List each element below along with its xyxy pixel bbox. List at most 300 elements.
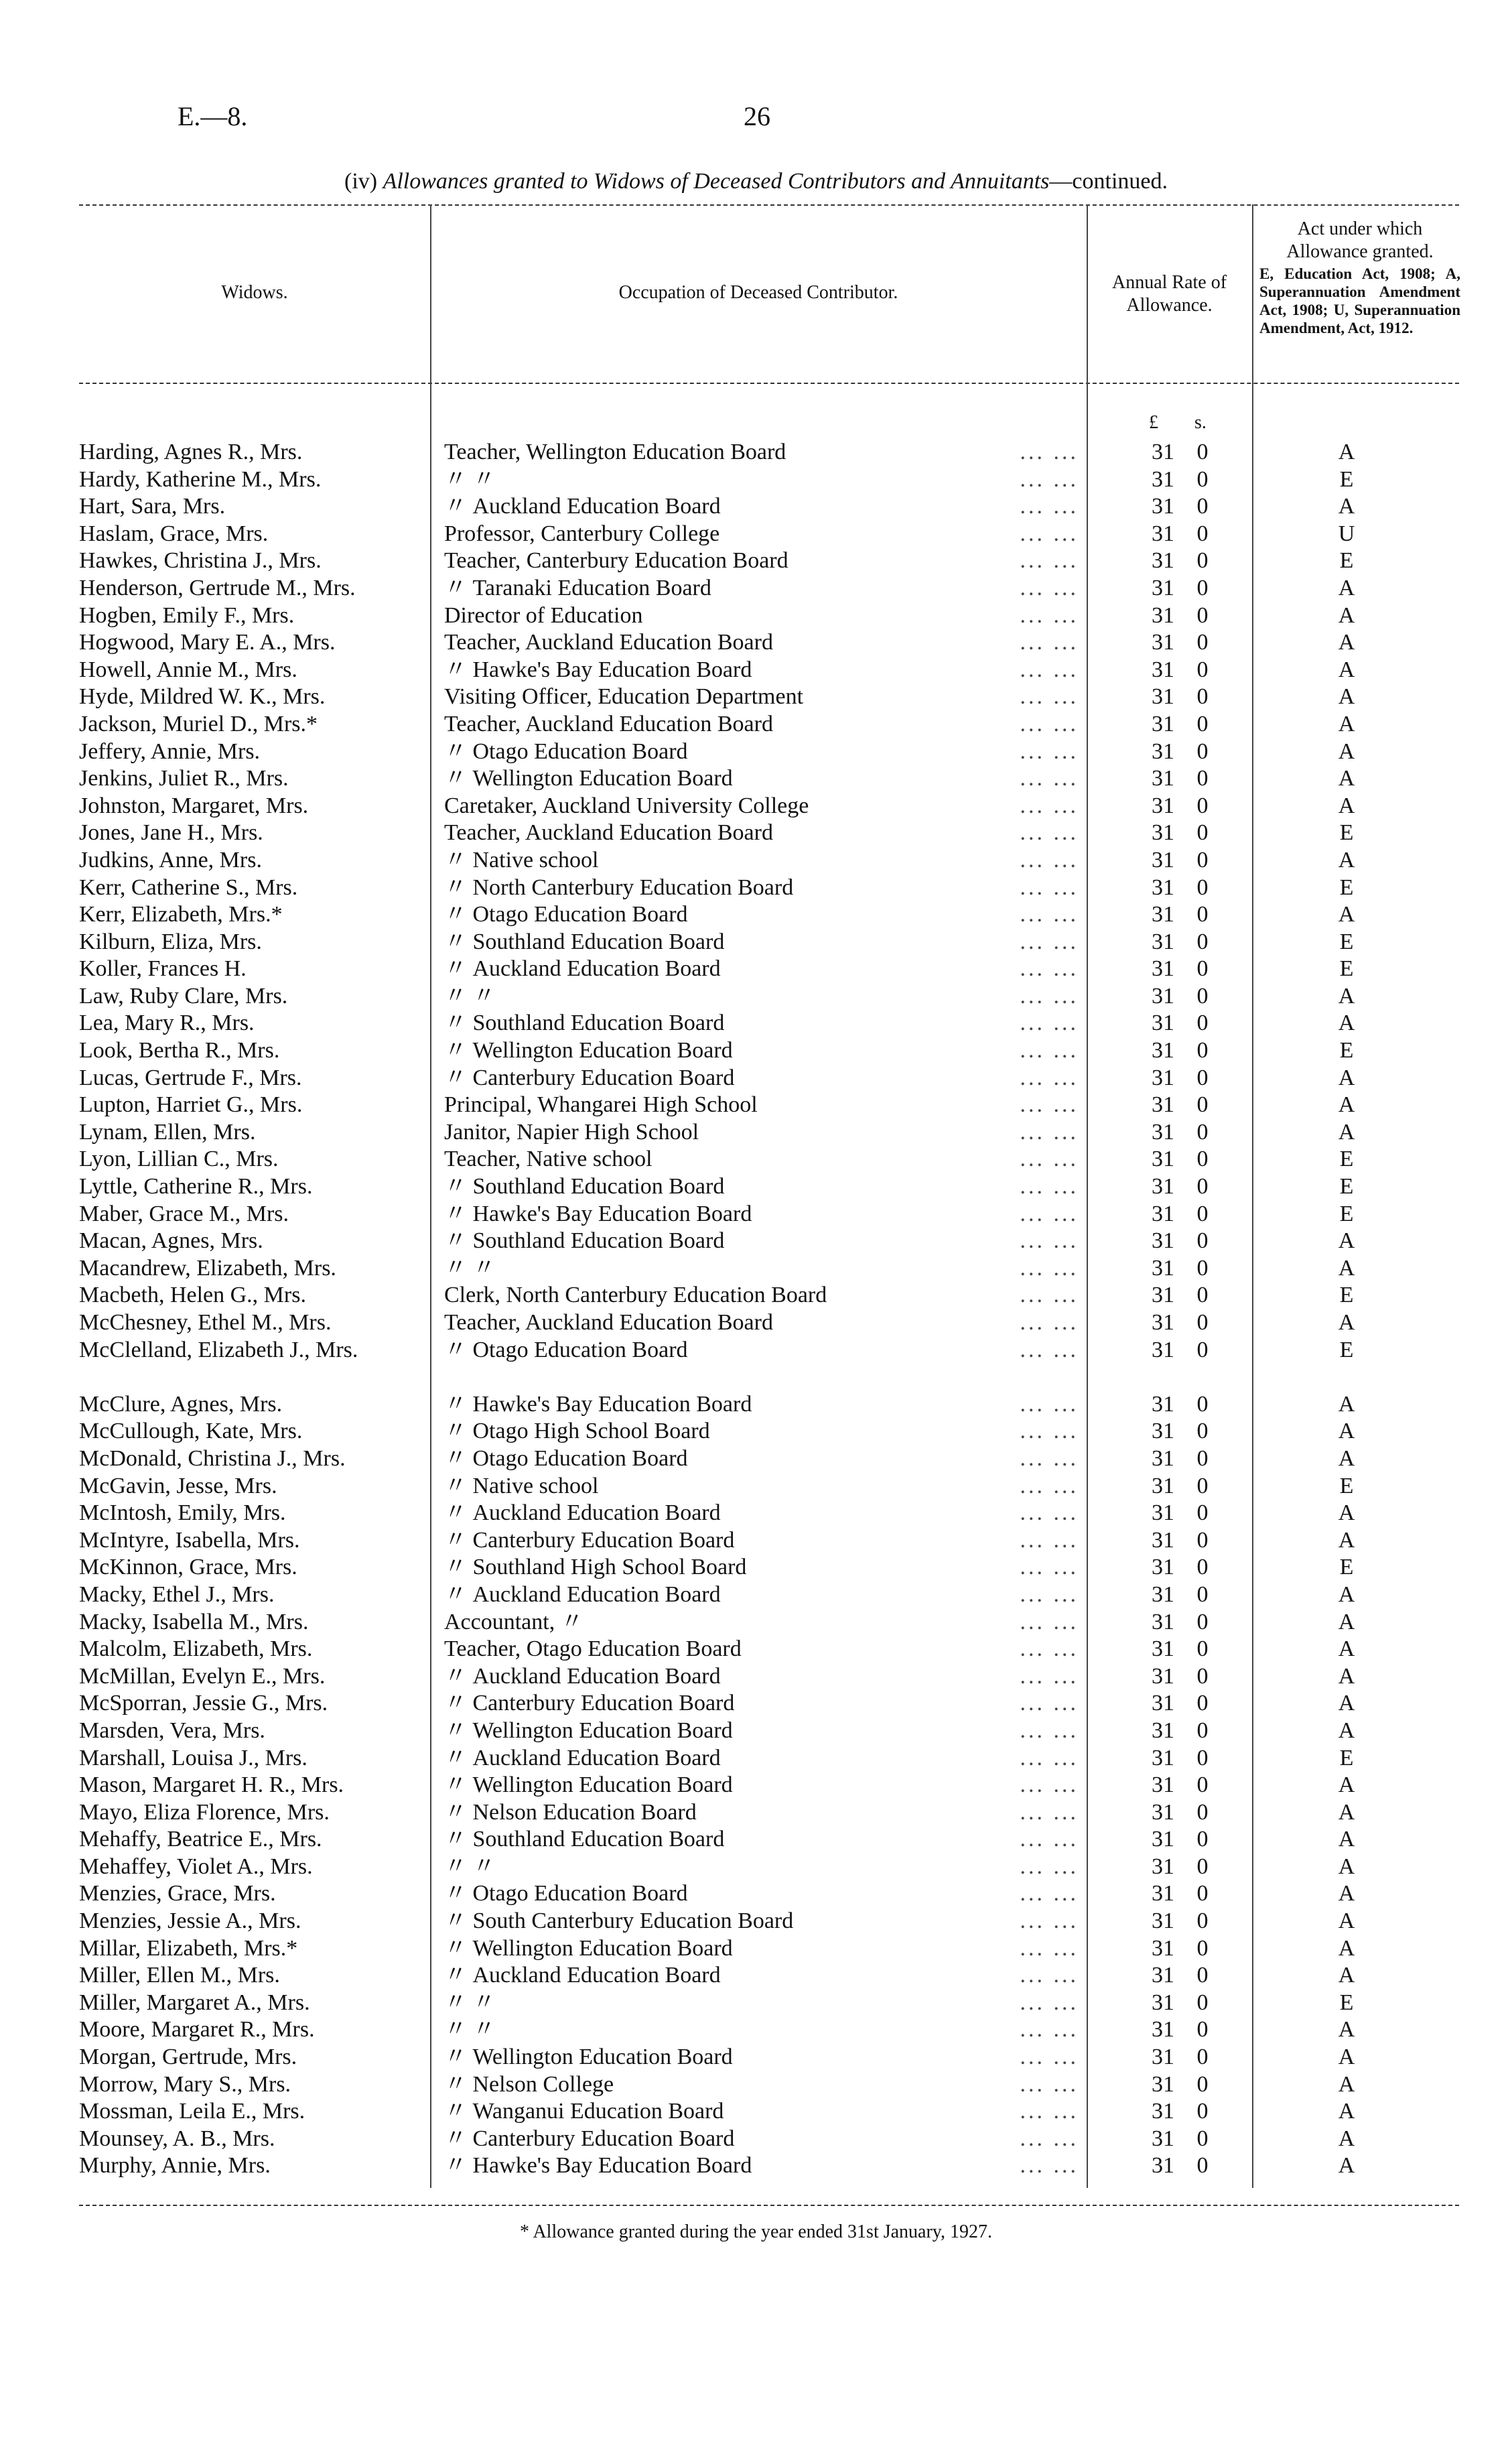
table-row (0, 1962, 1512, 1990)
dot-leader: ... ... (1020, 1854, 1079, 1879)
act-code: A (1338, 1691, 1355, 1716)
dot-leader: ... ... (1020, 1473, 1079, 1498)
table-row (0, 657, 1512, 684)
widow-name: Morgan, Gertrude, Mrs. (79, 2045, 297, 2070)
rate-pounds: 31 (1152, 2153, 1174, 2179)
rate-pounds: 31 (1152, 1011, 1174, 1036)
table-row (0, 1173, 1512, 1201)
act-code: A (1338, 738, 1355, 764)
rate-pounds: 31 (1152, 1908, 1174, 1934)
dot-leader: ... ... (1020, 466, 1079, 492)
rate-shillings: 0 (1196, 684, 1209, 710)
act-legend: E, Education Act, 1908; A, Superannuation Amendment Act, 1908; U, Superannuation Amendment, Act, 1912. (1259, 265, 1460, 336)
occupation: 〃 Hawke's Bay Education Board (444, 1201, 752, 1226)
occupation: 〃 Southland Education Board (444, 1174, 725, 1200)
widow-name: McCullough, Kate, Mrs. (79, 1419, 303, 1444)
rate-pounds: 31 (1152, 1718, 1174, 1743)
widow-name: Hyde, Mildred W. K., Mrs. (79, 684, 326, 710)
table-row (0, 1554, 1512, 1581)
occupation: 〃 Otago High School Board (444, 1419, 710, 1444)
rate-pounds: 31 (1152, 793, 1174, 818)
table-row (0, 1636, 1512, 1663)
widow-name: McDonald, Christina J., Mrs. (79, 1445, 346, 1471)
table-row (0, 1010, 1512, 1037)
widow-name: Marshall, Louisa J., Mrs. (79, 1745, 307, 1770)
act-code: A (1338, 575, 1355, 600)
rate-pounds: 31 (1152, 738, 1174, 764)
act-code: E (1339, 1745, 1354, 1770)
dot-leader: ... ... (1020, 440, 1079, 464)
widow-name: McClelland, Elizabeth J., Mrs. (79, 1337, 358, 1362)
table-row (0, 629, 1512, 657)
table-row (0, 575, 1512, 602)
rate-shillings: 0 (1196, 1772, 1209, 1798)
occupation: 〃 Auckland Education Board (444, 956, 721, 982)
occupation: Teacher, Canterbury Education Board (444, 548, 788, 574)
rate-shillings: 0 (1196, 1990, 1209, 2015)
rate-pounds: 31 (1152, 820, 1174, 846)
table-row (0, 1146, 1512, 1173)
widow-name: Kerr, Catherine S., Mrs. (79, 874, 298, 900)
rate-pounds: 31 (1152, 2126, 1174, 2151)
widow-name: Mehaffey, Violet A., Mrs. (79, 1854, 313, 1879)
rate-shillings: 0 (1196, 874, 1209, 900)
dot-leader: ... ... (1020, 1119, 1079, 1145)
dot-leader: ... ... (1020, 1527, 1079, 1553)
act-code: A (1338, 1255, 1355, 1281)
rate-shillings: 0 (1196, 1011, 1209, 1036)
widow-name: Harding, Agnes R., Mrs. (79, 440, 303, 464)
occupation: Teacher, Wellington Education Board (444, 440, 786, 464)
unit-pounds: £ (1149, 412, 1158, 433)
occupation: 〃 〃 (444, 983, 496, 1009)
table-row (0, 1935, 1512, 1963)
dot-leader: ... ... (1020, 793, 1079, 818)
dot-leader: ... ... (1020, 2045, 1079, 2070)
act-code: A (1338, 2099, 1355, 2124)
table-row (0, 847, 1512, 874)
occupation: Teacher, Auckland Education Board (444, 630, 773, 655)
dot-leader: ... ... (1020, 1745, 1079, 1770)
act-code: A (1338, 1391, 1355, 1417)
dot-leader: ... ... (1020, 1799, 1079, 1825)
dot-leader: ... ... (1020, 738, 1079, 764)
occupation: Visiting Officer, Education Department (444, 684, 804, 710)
widow-name: Haslam, Grace, Mrs. (79, 521, 269, 546)
table-row (0, 1990, 1512, 2017)
act-code: A (1338, 2153, 1355, 2179)
occupation: 〃 South Canterbury Education Board (444, 1908, 794, 1934)
act-code: A (1338, 983, 1355, 1009)
dot-leader: ... ... (1020, 1772, 1079, 1798)
occupation: 〃 Auckland Education Board (444, 1745, 721, 1770)
dot-leader: ... ... (1020, 1881, 1079, 1906)
rate-shillings: 0 (1196, 1228, 1209, 1254)
occupation: 〃 Hawke's Bay Education Board (444, 2153, 752, 2179)
widow-name: Lupton, Harriet G., Mrs. (79, 1092, 303, 1118)
dot-leader: ... ... (1020, 2153, 1079, 2179)
table-row (0, 2071, 1512, 2099)
rate-pounds: 31 (1152, 2017, 1174, 2043)
title-prefix: (iv) (344, 169, 383, 194)
dot-leader: ... ... (1020, 1174, 1079, 1200)
act-code: A (1338, 1881, 1355, 1906)
rate-shillings: 0 (1196, 1581, 1209, 1607)
occupation: 〃 Hawke's Bay Education Board (444, 1391, 752, 1417)
table-row (0, 2044, 1512, 2071)
widow-name: Malcolm, Elizabeth, Mrs. (79, 1636, 313, 1662)
rate-pounds: 31 (1152, 1283, 1174, 1308)
rate-pounds: 31 (1152, 847, 1174, 872)
act-code: A (1338, 1827, 1355, 1852)
table-row (0, 466, 1512, 494)
occupation: Professor, Canterbury College (444, 521, 720, 546)
widow-name: Judkins, Anne, Mrs. (79, 847, 262, 872)
table-row (0, 1337, 1512, 1391)
unit-shillings: s. (1194, 412, 1207, 433)
rate-pounds: 31 (1152, 1772, 1174, 1798)
act-code: A (1338, 1011, 1355, 1036)
occupation: 〃 Wanganui Education Board (444, 2099, 724, 2124)
rate-pounds: 31 (1152, 630, 1174, 655)
occupation: 〃 Hawke's Bay Education Board (444, 657, 752, 682)
act-code: A (1338, 902, 1355, 927)
rate-shillings: 0 (1196, 1854, 1209, 1879)
dot-leader: ... ... (1020, 1908, 1079, 1934)
rate-shillings: 0 (1196, 847, 1209, 872)
table-row (0, 1201, 1512, 1228)
rate-pounds: 31 (1152, 2045, 1174, 2070)
occupation: 〃 Canterbury Education Board (444, 1527, 735, 1553)
widow-name: Morrow, Mary S., Mrs. (79, 2071, 291, 2097)
dot-leader: ... ... (1020, 1065, 1079, 1090)
act-code: A (1338, 1799, 1355, 1825)
widow-name: Maber, Grace M., Mrs. (79, 1201, 289, 1226)
rate-shillings: 0 (1196, 494, 1209, 519)
rate-pounds: 31 (1152, 1963, 1174, 1988)
act-code: A (1338, 2126, 1355, 2151)
table-row (0, 1228, 1512, 1255)
widow-name: Macandrew, Elizabeth, Mrs. (79, 1255, 336, 1281)
dot-leader: ... ... (1020, 874, 1079, 900)
dot-leader: ... ... (1020, 494, 1079, 519)
rate-pounds: 31 (1152, 1636, 1174, 1662)
dot-leader: ... ... (1020, 1391, 1079, 1417)
occupation: 〃 Auckland Education Board (444, 1581, 721, 1607)
rate-shillings: 0 (1196, 1745, 1209, 1770)
occupation: 〃 Auckland Education Board (444, 1963, 721, 1988)
act-code: E (1339, 1147, 1354, 1172)
rate-pounds: 31 (1152, 1419, 1174, 1444)
rate-shillings: 0 (1196, 1881, 1209, 1906)
rate-pounds: 31 (1152, 711, 1174, 736)
occupation: 〃 Auckland Education Board (444, 494, 721, 519)
widow-name: Menzies, Jessie A., Mrs. (79, 1908, 301, 1934)
rate-shillings: 0 (1196, 1065, 1209, 1090)
act-code: E (1339, 929, 1354, 954)
rate-shillings: 0 (1196, 1255, 1209, 1281)
rate-shillings: 0 (1196, 1174, 1209, 1200)
occupation: 〃 Canterbury Education Board (444, 1691, 735, 1716)
table-row (0, 1772, 1512, 1799)
table-row (0, 1908, 1512, 1935)
table-row (0, 711, 1512, 738)
widow-name: Moore, Margaret R., Mrs. (79, 2017, 315, 2043)
act-code: A (1338, 1310, 1355, 1335)
dot-leader: ... ... (1020, 766, 1079, 791)
table-row (0, 874, 1512, 902)
rate-shillings: 0 (1196, 440, 1209, 464)
occupation: 〃 Southland High School Board (444, 1555, 747, 1580)
rate-pounds: 31 (1152, 657, 1174, 682)
rate-shillings: 0 (1196, 1500, 1209, 1526)
rate-pounds: 31 (1152, 548, 1174, 574)
column-header-rate: Annual Rate of Allowance. (1111, 272, 1227, 316)
rate-shillings: 0 (1196, 657, 1209, 682)
occupation: Caretaker, Auckland University College (444, 793, 809, 818)
act-code: E (1339, 1473, 1354, 1498)
rate-shillings: 0 (1196, 1445, 1209, 1471)
occupation: 〃 Southland Education Board (444, 1228, 725, 1254)
act-code: A (1338, 2045, 1355, 2070)
rate-pounds: 31 (1152, 1799, 1174, 1825)
occupation: 〃 Otago Education Board (444, 902, 688, 927)
rate-shillings: 0 (1196, 1310, 1209, 1335)
act-code: A (1338, 1636, 1355, 1662)
rate-pounds: 31 (1152, 684, 1174, 710)
widow-name: Macan, Agnes, Mrs. (79, 1228, 263, 1254)
widow-name: Koller, Frances H. (79, 956, 247, 982)
occupation: 〃 Canterbury Education Board (444, 1065, 735, 1090)
rate-shillings: 0 (1196, 466, 1209, 492)
widow-name: Macky, Isabella M., Mrs. (79, 1609, 309, 1634)
rate-shillings: 0 (1196, 2153, 1209, 2179)
occupation: 〃 Wellington Education Board (444, 1038, 733, 1063)
act-code: E (1339, 1990, 1354, 2015)
column-header-widows: Widows. (221, 282, 288, 303)
rate-pounds: 31 (1152, 1527, 1174, 1553)
rate-shillings: 0 (1196, 1691, 1209, 1716)
act-code: A (1338, 602, 1355, 628)
dot-leader: ... ... (1020, 2126, 1079, 2151)
widow-name: McGavin, Jesse, Mrs. (79, 1473, 277, 1498)
occupation: 〃 Wellington Education Board (444, 1935, 733, 1961)
occupation: 〃 〃 (444, 466, 496, 492)
rate-shillings: 0 (1196, 1718, 1209, 1743)
rate-shillings: 0 (1196, 1799, 1209, 1825)
dot-leader: ... ... (1020, 1500, 1079, 1526)
rate-shillings: 0 (1196, 738, 1209, 764)
widow-name: Hardy, Katherine M., Mrs. (79, 466, 322, 492)
rate-shillings: 0 (1196, 711, 1209, 736)
act-code: E (1339, 874, 1354, 900)
occupation: Teacher, Auckland Education Board (444, 711, 773, 736)
widow-name: Howell, Annie M., Mrs. (79, 657, 297, 682)
table-row (0, 1119, 1512, 1147)
act-code: A (1338, 1065, 1355, 1090)
occupation: 〃 〃 (444, 2017, 496, 2043)
occupation: 〃 Wellington Education Board (444, 2045, 733, 2070)
rate-shillings: 0 (1196, 1827, 1209, 1852)
act-code: A (1338, 1963, 1355, 1988)
rate-pounds: 31 (1152, 1038, 1174, 1063)
table-row (0, 793, 1512, 820)
act-code: E (1339, 1337, 1354, 1362)
rate-pounds: 31 (1152, 1500, 1174, 1526)
rate-shillings: 0 (1196, 820, 1209, 846)
table-row (0, 1581, 1512, 1609)
dot-leader: ... ... (1020, 1092, 1079, 1118)
occupation: Director of Education (444, 602, 643, 628)
rate-pounds: 31 (1152, 1745, 1174, 1770)
rate-pounds: 31 (1152, 1663, 1174, 1689)
act-code: A (1338, 1854, 1355, 1879)
column-header-occupation: Occupation of Deceased Contributor. (618, 282, 898, 303)
rate-shillings: 0 (1196, 793, 1209, 818)
table-row (0, 820, 1512, 847)
rate-pounds: 31 (1152, 521, 1174, 546)
table-row (0, 1092, 1512, 1119)
rate-pounds: 31 (1152, 1119, 1174, 1145)
table-row (0, 493, 1512, 521)
rate-pounds: 31 (1152, 2099, 1174, 2124)
dot-leader: ... ... (1020, 1963, 1079, 1988)
page-number: 26 (744, 101, 770, 131)
rate-pounds: 31 (1152, 1391, 1174, 1417)
rate-shillings: 0 (1196, 1119, 1209, 1145)
rate-shillings: 0 (1196, 1473, 1209, 1498)
rate-shillings: 0 (1196, 1609, 1209, 1634)
table-row (0, 1391, 1512, 1419)
rate-pounds: 31 (1152, 1473, 1174, 1498)
rate-pounds: 31 (1152, 1827, 1174, 1852)
rate-shillings: 0 (1196, 602, 1209, 628)
act-code: A (1338, 1935, 1355, 1961)
rate-shillings: 0 (1196, 1555, 1209, 1580)
rate-pounds: 31 (1152, 1445, 1174, 1471)
occupation: 〃 Southland Education Board (444, 1011, 725, 1036)
widow-name: McChesney, Ethel M., Mrs. (79, 1310, 332, 1335)
rate-pounds: 31 (1152, 1201, 1174, 1226)
widow-name: Millar, Elizabeth, Mrs.* (79, 1935, 298, 1961)
table-row (0, 1854, 1512, 1881)
occupation: 〃 〃 (444, 1854, 496, 1879)
widow-name: McIntosh, Emily, Mrs. (79, 1500, 286, 1526)
rate-shillings: 0 (1196, 1908, 1209, 1934)
rate-pounds: 31 (1152, 466, 1174, 492)
dot-leader: ... ... (1020, 1038, 1079, 1063)
rate-shillings: 0 (1196, 1419, 1209, 1444)
rate-shillings: 0 (1196, 1092, 1209, 1118)
act-code: A (1338, 1119, 1355, 1145)
act-code: A (1338, 684, 1355, 710)
rate-shillings: 0 (1196, 1337, 1209, 1362)
occupation: 〃 Auckland Education Board (444, 1663, 721, 1689)
rate-shillings: 0 (1196, 1935, 1209, 1961)
widow-name: Henderson, Gertrude M., Mrs. (79, 575, 356, 600)
rate-shillings: 0 (1196, 929, 1209, 954)
rate-shillings: 0 (1196, 1038, 1209, 1063)
table-row (0, 1309, 1512, 1337)
widow-name: Jackson, Muriel D., Mrs.* (79, 711, 318, 736)
dot-leader: ... ... (1020, 2099, 1079, 2124)
rate-pounds: 31 (1152, 1337, 1174, 1362)
act-code: E (1339, 820, 1354, 846)
rate-pounds: 31 (1152, 494, 1174, 519)
table-row (0, 547, 1512, 575)
act-code: E (1339, 548, 1354, 574)
rate-pounds: 31 (1152, 1854, 1174, 1879)
widow-name: Mayo, Eliza Florence, Mrs. (79, 1799, 330, 1825)
act-code: E (1339, 1283, 1354, 1308)
dot-leader: ... ... (1020, 521, 1079, 546)
allowance-table-body (0, 439, 1512, 2180)
rate-shillings: 0 (1196, 521, 1209, 546)
widow-name: Jenkins, Juliet R., Mrs. (79, 766, 289, 791)
act-code: A (1338, 1663, 1355, 1689)
rate-pounds: 31 (1152, 1147, 1174, 1172)
table-row (0, 929, 1512, 956)
widow-name: Kerr, Elizabeth, Mrs.* (79, 902, 283, 927)
rate-pounds: 31 (1152, 575, 1174, 600)
occupation: 〃 Southland Education Board (444, 1827, 725, 1852)
rate-pounds: 31 (1152, 1581, 1174, 1607)
occupation: Teacher, Native school (444, 1147, 652, 1172)
occupation: Principal, Whangarei High School (444, 1092, 758, 1118)
occupation: 〃 Nelson Education Board (444, 1799, 697, 1825)
rate-pounds: 31 (1152, 1310, 1174, 1335)
dot-leader: ... ... (1020, 1445, 1079, 1471)
table-row (0, 765, 1512, 793)
rate-pounds: 31 (1152, 1691, 1174, 1716)
widow-name: Hogwood, Mary E. A., Mrs. (79, 630, 336, 655)
dot-leader: ... ... (1020, 630, 1079, 655)
widow-name: McClure, Agnes, Mrs. (79, 1391, 283, 1417)
rate-pounds: 31 (1152, 1255, 1174, 1281)
rate-shillings: 0 (1196, 983, 1209, 1009)
rate-pounds: 31 (1152, 874, 1174, 900)
widow-name: Jeffery, Annie, Mrs. (79, 738, 261, 764)
rate-shillings: 0 (1196, 2071, 1209, 2097)
occupation: 〃 North Canterbury Education Board (444, 874, 794, 900)
rate-pounds: 31 (1152, 902, 1174, 927)
act-code: A (1338, 440, 1355, 464)
rate-pounds: 31 (1152, 1555, 1174, 1580)
dot-leader: ... ... (1020, 1827, 1079, 1852)
occupation: Clerk, North Canterbury Education Board (444, 1283, 827, 1308)
footnote: * Allowance granted during the year ended 31st January, 1927. (520, 2221, 992, 2242)
occupation: 〃 〃 (444, 1255, 496, 1281)
widow-name: Mason, Margaret H. R., Mrs. (79, 1772, 344, 1798)
widow-name: Kilburn, Eliza, Mrs. (79, 929, 262, 954)
act-code: A (1338, 630, 1355, 655)
table-row (0, 738, 1512, 766)
act-code: A (1338, 847, 1355, 872)
rate-shillings: 0 (1196, 1636, 1209, 1662)
table-row (0, 901, 1512, 929)
table-row (0, 1527, 1512, 1555)
rate-pounds: 31 (1152, 929, 1174, 954)
dot-leader: ... ... (1020, 1147, 1079, 1172)
act-code: A (1338, 1908, 1355, 1934)
widow-name: Miller, Margaret A., Mrs. (79, 1990, 310, 2015)
rate-shillings: 0 (1196, 2126, 1209, 2151)
act-code: E (1339, 1201, 1354, 1226)
rate-shillings: 0 (1196, 1201, 1209, 1226)
dot-leader: ... ... (1020, 657, 1079, 682)
dot-leader: ... ... (1020, 2071, 1079, 2097)
occupation: 〃 Otago Education Board (444, 1445, 688, 1471)
